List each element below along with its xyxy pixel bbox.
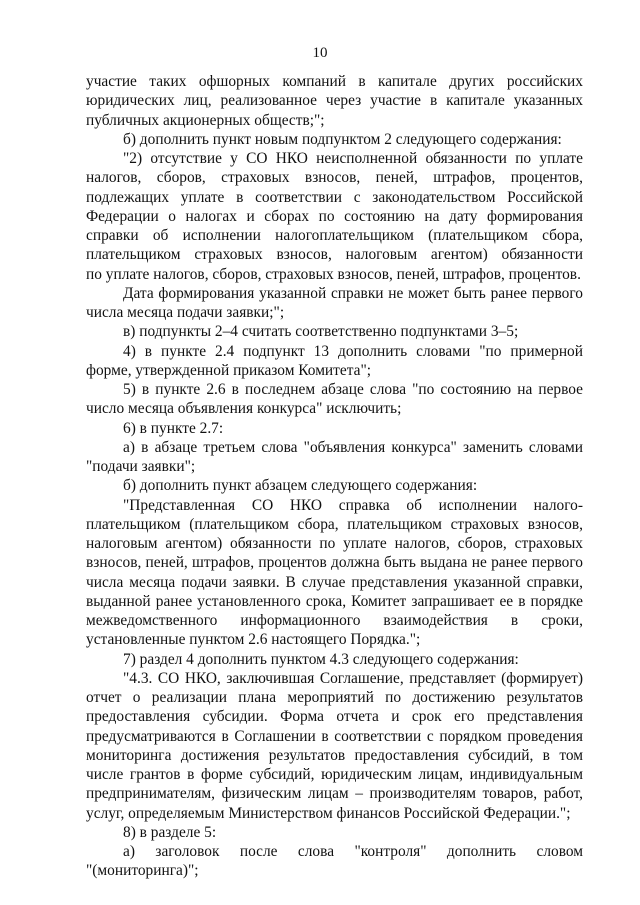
text-line: Дата формирования указанной справки не может быть ранее первого — [123, 284, 583, 302]
text-line: а) в абзаце третьем слова "объявления конкурса" заменить словами — [123, 438, 583, 456]
text-line: а) заголовок после слова "контроля" дополнить словом — [123, 843, 583, 860]
text-line: предоставления субсидии. Форма отчета и срок его представления — [86, 708, 583, 726]
text-line: 4) в пункте 2.4 подпункт 13 дополнить словами "по примерной — [123, 342, 583, 360]
text-line: плательщиком страховых взносов, налоговым агентом) обязанности — [86, 246, 583, 264]
text-line: 5) в пункте 2.6 в последнем абзаце слова "по состоянию на первое — [123, 381, 583, 398]
text-line: "(мониторинга)"; — [86, 862, 199, 880]
text-line: участие таких офшорных компаний в капитале других российских — [86, 73, 583, 90]
text-line: налоговым агентом) обязанности по уплате налогов, сборов, страховых — [86, 535, 583, 552]
text-line: мониторинга достижения результатов предоставления субсидий, в том — [86, 746, 583, 764]
text-line: предпринимателям, физическим лицам – производителям товаров, работ, — [86, 785, 583, 803]
text-line: 7) раздел 4 дополнить пунктом 4.3 следующего содержания: — [123, 650, 519, 668]
text-line: установленные пунктом 2.6 настоящего Порядка."; — [86, 631, 421, 649]
text-line: юридических лиц, реализованное через участие в капитале указанных — [86, 92, 583, 110]
text-line: числа месяца подачи заявки;"; — [86, 304, 285, 321]
text-line: налогов, сборов, страховых взносов, пеней, штрафов, процентов, — [86, 169, 583, 187]
text-line: "2) отсутствие у СО НКО неисполненной обязанности по уплате — [123, 150, 583, 167]
text-line: взносов, пеней, штрафов, процентов должна быть выдана не ранее первого — [86, 554, 583, 572]
page-number: 10 — [312, 45, 328, 61]
text-line: "подачи заявки"; — [86, 458, 196, 475]
text-line: подлежащих уплате в соответствии с законодательством Российской — [86, 188, 583, 206]
text-line: число месяца объявления конкурса" исключить; — [86, 400, 402, 418]
text-line: по уплате налогов, сборов, страховых взносов, пеней, штрафов, процентов. — [86, 265, 581, 283]
text-line: "4.3. СО НКО, заключившая Соглашение, представляет (формирует) — [123, 669, 583, 687]
text-line: Федерации о налогах и сборах по состоянию на дату формирования — [86, 207, 583, 225]
text-line: числе грантов в форме субсидий, юридическим лицам, индивидуальным — [86, 766, 583, 783]
text-line: 6) в пункте 2.7: — [123, 419, 224, 437]
text-line: форме, утвержденной приказом Комитета"; — [86, 361, 372, 379]
text-line: б) дополнить пункт абзацем следующего содержания: — [123, 477, 478, 495]
text-line: межведомственного информационного взаимодействия в сроки, — [86, 612, 583, 629]
text-line: справки об исполнении налогоплательщиком (плательщиком сбора, — [86, 227, 583, 244]
text-line: публичных акционерных обществ;"; — [86, 111, 325, 129]
text-line: плательщиком (плательщиком сбора, плательщиком страховых взносов, — [86, 515, 583, 533]
text-line: 8) в разделе 5: — [123, 823, 217, 841]
text-line: предусматриваются в Соглашении в соответствии с порядком проведения — [86, 727, 583, 745]
text-line: числа месяца подачи заявки. В случае представления указанной справки, — [86, 573, 583, 591]
text-line: в) подпункты 2–4 считать соответственно подпунктами 3–5; — [123, 323, 519, 341]
document-body — [86, 72, 583, 881]
text-line: "Представленная СО НКО справка об исполнении налого- — [123, 496, 583, 514]
text-line: б) дополнить пункт новым подпунктом 2 следующего содержания: — [123, 130, 562, 148]
text-line: услуг, определяемым Министерством финансов Российской Федерации."; — [86, 804, 571, 822]
text-line: отчет о реализации плана мероприятий по достижению результатов — [86, 689, 583, 706]
text-line: выданной ранее установленного срока, Комитет запрашивает ее в порядке — [86, 592, 583, 610]
